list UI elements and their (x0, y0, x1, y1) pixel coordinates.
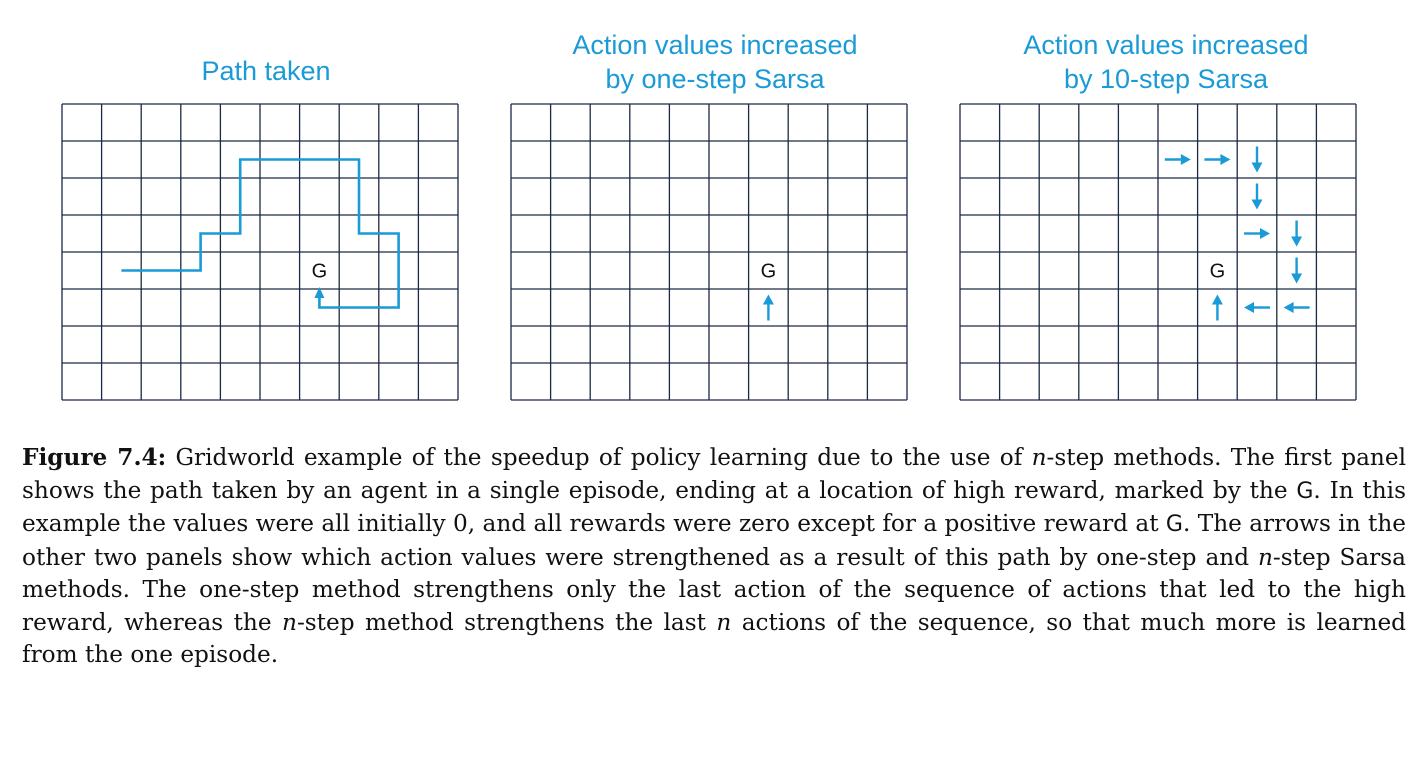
caption-goal-symbol: G (1165, 512, 1183, 537)
figure-caption (22, 442, 1406, 672)
panel-title-line: Action values increased (572, 30, 858, 60)
panel-title-line: Path taken (201, 56, 331, 86)
caption-text: actions of the sequence, so that much more is learned from the one episode. (22, 608, 1407, 668)
action-arrow-up (763, 295, 774, 321)
caption-text: -step Sarsa methods. The one-step method strengthens only the last action of the sequence of actions that led to the high reward, whereas the (22, 543, 1406, 636)
action-arrow-down (1252, 184, 1263, 210)
panel-title-ten-step (956, 28, 1376, 96)
action-arrow-down (1252, 147, 1263, 173)
caption-italic-n: n (1257, 543, 1273, 571)
caption-text: . The arrows in the other two panels show which action values were strengthened as a result of this path by one-step and (22, 510, 1407, 571)
caption-italic-n: n (716, 608, 732, 636)
panel-title-line: by 10-step Sarsa (1063, 64, 1269, 94)
grid-lines (511, 104, 907, 400)
panel-title-line: Action values increased (1023, 30, 1309, 60)
caption-text: -step methods. The first panel shows the path taken by an agent in a single episode, ending at a location of high reward, marked by the (22, 444, 1406, 504)
action-arrow-right (1165, 154, 1191, 165)
action-arrow-down (1291, 258, 1302, 284)
goal-label: G (311, 260, 328, 283)
action-arrow-left (1244, 302, 1270, 313)
panel-title-path-taken (56, 54, 476, 88)
caption-label: Figure 7.4: (22, 444, 167, 471)
panel-title-one-step (505, 28, 925, 96)
gridworld-panel-one-step (511, 104, 907, 400)
action-arrow-right (1244, 228, 1270, 239)
caption-text: . In this example the values were all initially 0, and all rewards were zero except for a positive reward at (22, 476, 1406, 537)
caption-text: -step method strengthens the last (296, 608, 717, 636)
action-arrow-down (1291, 221, 1302, 247)
caption-italic-n: n (1031, 444, 1047, 471)
action-arrow-up (1212, 295, 1223, 321)
caption-italic-n: n (282, 608, 297, 636)
caption-goal-symbol: G (1296, 478, 1314, 504)
gridworld-panel-ten-step (960, 104, 1356, 400)
goal-label: G (760, 260, 777, 283)
gridworld-panel-path (62, 104, 458, 400)
panel-title-line: by one-step Sarsa (605, 64, 825, 94)
action-arrow-left (1284, 302, 1310, 313)
grid-lines (960, 104, 1356, 400)
goal-label: G (1209, 260, 1226, 283)
caption-text: Gridworld example of the speedup of policy learning due to the use of (166, 444, 1032, 471)
action-arrow-right (1204, 154, 1230, 165)
